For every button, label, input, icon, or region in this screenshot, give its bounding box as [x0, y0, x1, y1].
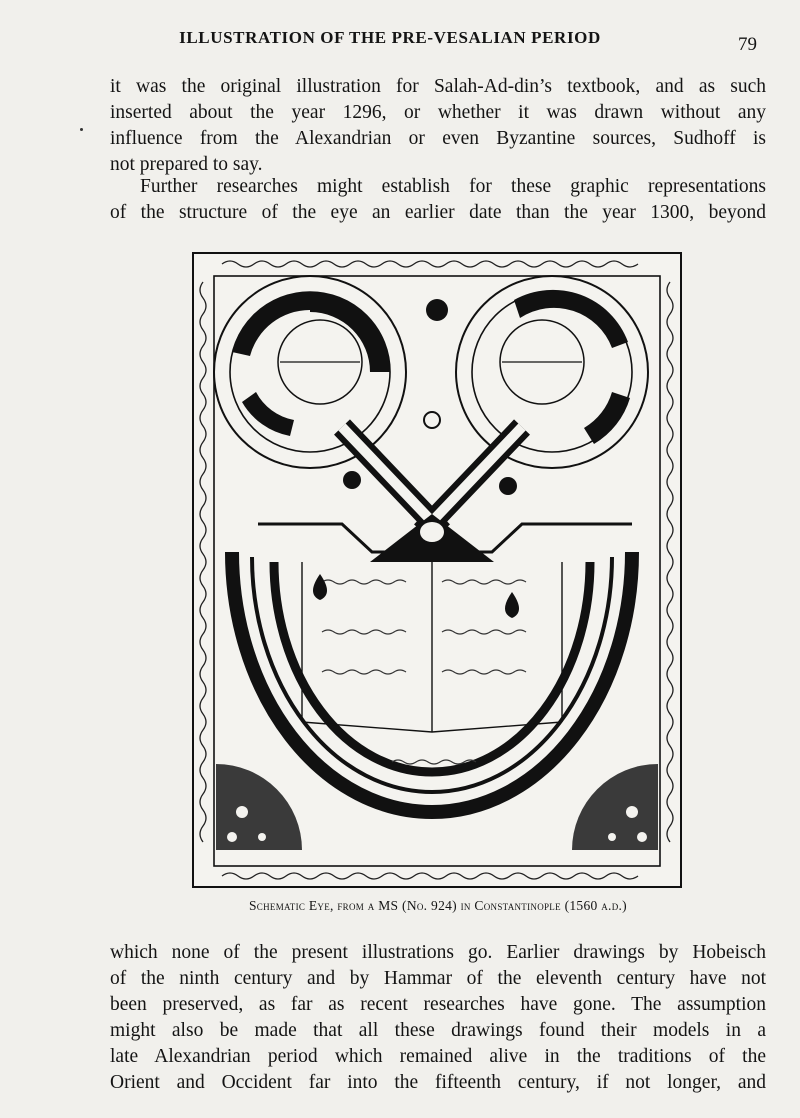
text-line: inserted about the year 1296, or whether it was drawn without any	[110, 102, 766, 123]
text-line: influence from the Alexandrian or even Byzantine sources, Sudhoff is	[110, 128, 766, 149]
paragraph-2	[110, 174, 766, 226]
figure-caption: Schematic Eye, from a MS (No. 924) in Constantinople (1560 a.d.)	[249, 898, 627, 913]
text-line: of the ninth century and by Hammar of the eleventh century have not	[110, 968, 766, 989]
running-head: ILLUSTRATION OF THE PRE-VESALIAN PERIOD	[179, 28, 601, 47]
paragraph-3	[110, 940, 766, 1096]
text-line: late Alexandrian period which remained alive in the traditions of the	[110, 1046, 766, 1067]
text-line: of the structure of the eye an earlier date than the year 1300, beyond	[110, 202, 766, 223]
margin-mark	[80, 128, 83, 131]
text-line: might also be made that all these drawings found their models in a	[110, 1020, 766, 1041]
text-line: not prepared to say.	[110, 154, 263, 175]
text-line: Orient and Occident far into the fifteenth century, if not longer, and	[110, 1072, 766, 1093]
text-line: which none of the present illustrations go. Earlier drawings by Hobeisch	[110, 942, 766, 963]
text-line: it was the original illustration for Salah-Ad-din’s textbook, and as such	[110, 76, 766, 97]
paragraph-1	[110, 74, 766, 178]
text-line: Further researches might establish for these graphic representations	[140, 176, 766, 197]
schematic-eye-figure	[192, 252, 682, 888]
text-line: been preserved, as far as recent researches have gone. The assumption	[110, 994, 766, 1015]
page-number: 79	[738, 34, 757, 55]
